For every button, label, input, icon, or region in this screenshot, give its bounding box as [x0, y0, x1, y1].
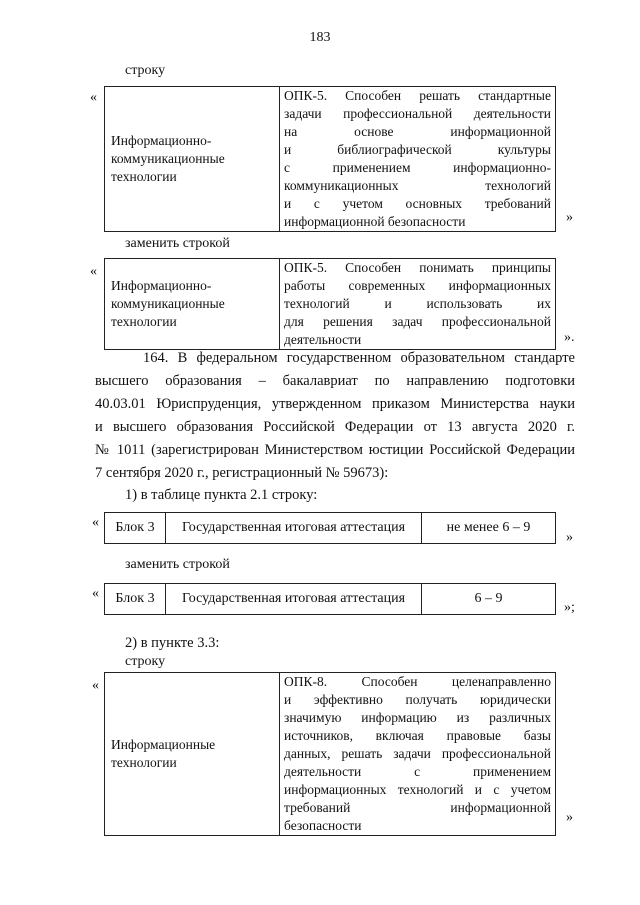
attestation-cell: Государственная итоговая аттестация	[166, 584, 422, 615]
competency-table-opk8	[104, 672, 556, 836]
competency-line: деятельности с применением	[284, 764, 551, 779]
competency-cell	[280, 87, 556, 232]
open-quote: «	[92, 678, 99, 693]
intro-row-label: строку	[125, 654, 166, 669]
attestation-cell: Государственная итоговая аттестация	[166, 513, 422, 544]
close-quote: »	[566, 210, 573, 225]
discipline-line: технологии	[111, 314, 177, 329]
close-quote: »	[566, 810, 573, 825]
competency-line: задачи профессиональной деятельности	[284, 106, 551, 121]
competency-line: требований информационной	[284, 800, 551, 815]
paragraph-line: 40.03.01 Юриспруденция, утвержденном приказом Министерства науки	[95, 396, 575, 412]
replace-label: заменить строкой	[125, 557, 230, 572]
competency-line: информационных технологий и с учетом	[284, 782, 551, 797]
paragraph-164	[95, 347, 575, 485]
competency-line: ОПК-5. Способен решать стандартные	[284, 88, 551, 103]
credits-cell: не менее 6 – 9	[422, 513, 556, 544]
discipline-line: технологии	[111, 169, 177, 184]
discipline-cell	[105, 259, 280, 350]
competency-line: источников, включая правовые базы	[284, 728, 551, 743]
discipline-line: Информационные	[111, 737, 216, 752]
replace-label: заменить строкой	[125, 236, 230, 251]
competency-line: для решения задач профессиональной	[284, 314, 551, 329]
discipline-cell	[105, 673, 280, 836]
competency-line: деятельности	[284, 332, 362, 347]
competency-line: коммуникационных технологий	[284, 178, 551, 193]
block-cell: Блок 3	[105, 513, 166, 544]
close-quote: »	[566, 530, 573, 545]
paragraph-line: и высшего образования Российской Федерации от 13 августа 2020 г.	[95, 419, 575, 435]
competency-line: на основе информационной	[284, 124, 551, 139]
competency-line: значимую информацию из различных	[284, 710, 551, 725]
paragraph-line: высшего образования – бакалавриат по направлению подготовки	[95, 373, 575, 389]
page-number: 183	[309, 30, 331, 45]
open-quote: «	[92, 515, 99, 530]
competency-line: данных, решать задачи профессиональной	[284, 746, 551, 761]
open-quote: «	[90, 90, 97, 105]
competency-line: технологий и использовать их	[284, 296, 551, 311]
paragraph-line: № 1011 (зарегистрирован Министерством юстиции Российской Федерации	[95, 442, 575, 458]
competency-line: и эффективно получать юридически	[284, 692, 551, 707]
competency-table-old	[104, 86, 556, 232]
close-quote: ».	[564, 330, 575, 345]
close-quote: »;	[564, 600, 575, 615]
competency-line: и библиографической культуры	[284, 142, 551, 157]
competency-line: безопасности	[284, 818, 362, 833]
discipline-cell	[105, 87, 280, 232]
open-quote: «	[92, 586, 99, 601]
discipline-line: Информационно-	[111, 133, 212, 148]
competency-line: работы современных информационных	[284, 278, 551, 293]
item-2: 2) в пункте 3.3:	[125, 635, 220, 651]
credits-cell: 6 – 9	[422, 584, 556, 615]
intro-row-label: строку	[125, 63, 166, 78]
discipline-line: Информационно-	[111, 278, 212, 293]
competency-line: ОПК-8. Способен целенаправленно	[284, 674, 551, 689]
discipline-line: коммуникационные	[111, 151, 225, 166]
discipline-line: технологии	[111, 755, 177, 770]
discipline-line: коммуникационные	[111, 296, 225, 311]
block3-table-new	[104, 583, 556, 615]
competency-line: информационной безопасности	[284, 214, 466, 229]
open-quote: «	[90, 264, 97, 279]
competency-table-new	[104, 258, 556, 350]
competency-cell	[280, 673, 556, 836]
competency-line: и с учетом основных требований	[284, 196, 551, 211]
block3-table-old	[104, 512, 556, 544]
item-1: 1) в таблице пункта 2.1 строку:	[125, 487, 318, 503]
competency-cell	[280, 259, 556, 350]
competency-line: с применением информационно-	[284, 160, 551, 175]
block-cell: Блок 3	[105, 584, 166, 615]
paragraph-line: 7 сентября 2020 г., регистрационный № 59673):	[95, 465, 389, 481]
paragraph-line: 164. В федеральном государственном образовательном стандарте	[143, 350, 575, 366]
competency-line: ОПК-5. Способен понимать принципы	[284, 260, 551, 275]
